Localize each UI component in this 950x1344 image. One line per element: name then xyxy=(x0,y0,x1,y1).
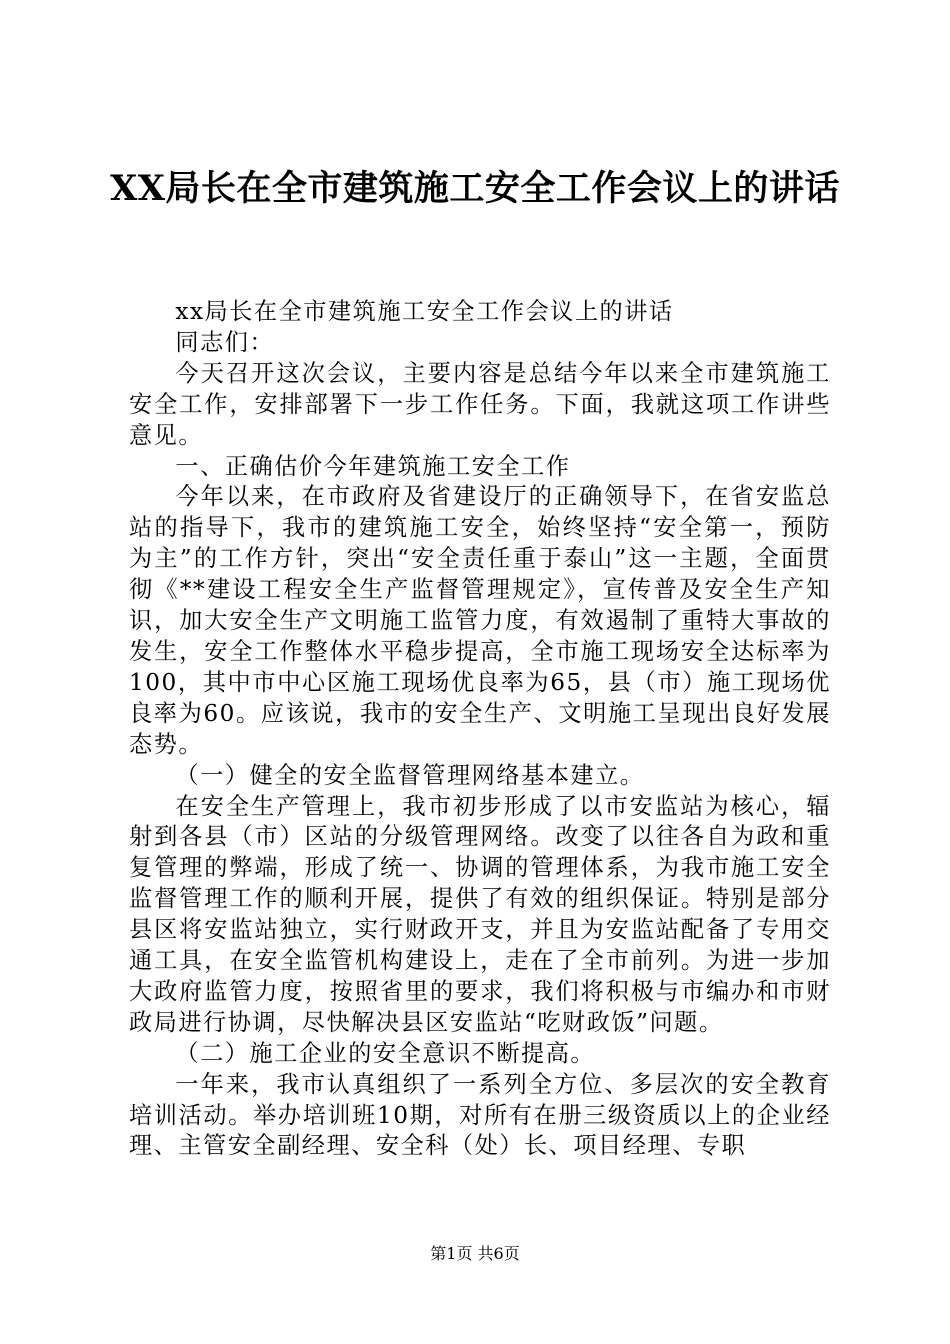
subsection-heading-1: （一）健全的安全监督管理网络基本建立。 xyxy=(175,761,645,789)
subsection-heading-2: （二）施工企业的安全意识不断提高。 xyxy=(175,1039,596,1067)
section-heading-1: 一、正确估价今年建筑施工安全工作 xyxy=(175,452,571,480)
page-footer: 第1页 共6页 xyxy=(430,1244,520,1263)
document-title: XX局长在全市建筑施工安全工作会议上的讲话 xyxy=(110,168,840,209)
document-body xyxy=(129,297,831,1162)
paragraph-training: 一年来，我市认真组织了一系列全方位、多层次的安全教育培训活动。举办培训班10期，对所有在册三级资质以上的企业经理、主管安全副经理、安全科（处）长、项目经理、专职 xyxy=(129,1070,831,1160)
paragraph-overview: 今年以来，在市政府及省建设厅的正确领导下，在省安监总站的指导下，我市的建筑施工安全，始终坚持“安全第一，预防为主”的工作方针，突出“安全责任重于泰山”这一主题，全面贯彻《**建设工程安全生产监督管理规定》，宣传普及安全生产知识，加大安全生产文明施工监管力度，有效遏制了重特大事故的发生，安全工作整体水平稳步提高，全市施工现场安全达标率为100，其中市中心区施工现场优良率为65，县（市）施工现场优良率为60。应该说，我市的安全生产、文明施工呈现出良好发展态势。 xyxy=(129,483,831,758)
paragraph-network: 在安全生产管理上，我市初步形成了以市安监站为核心，辐射到各县（市）区站的分级管理网络。改变了以往各自为政和重复管理的弊端，形成了统一、协调的管理体系，为我市施工安全监督管理工作的顺利开展，提供了有效的组织保证。特别是部分县区将安监站独立，实行财政开支，并且为安监站配备了专用交通工具，在安全监管机构建设上，走在了全市前列。为进一步加大政府监管力度，按照省里的要求，我们将积极与市编办和市财政局进行协调，尽快解决县区安监站“吃财政饭”问题。 xyxy=(129,792,831,1036)
paragraph-salutation: 同志们： xyxy=(175,328,275,356)
paragraph-subtitle: xx局长在全市建筑施工安全工作会议上的讲话 xyxy=(175,298,674,325)
paragraph-intro: 今天召开这次会议，主要内容是总结今年以来全市建筑施工安全工作，安排部署下一步工作任务。下面，我就这项工作讲些意见。 xyxy=(129,359,831,449)
